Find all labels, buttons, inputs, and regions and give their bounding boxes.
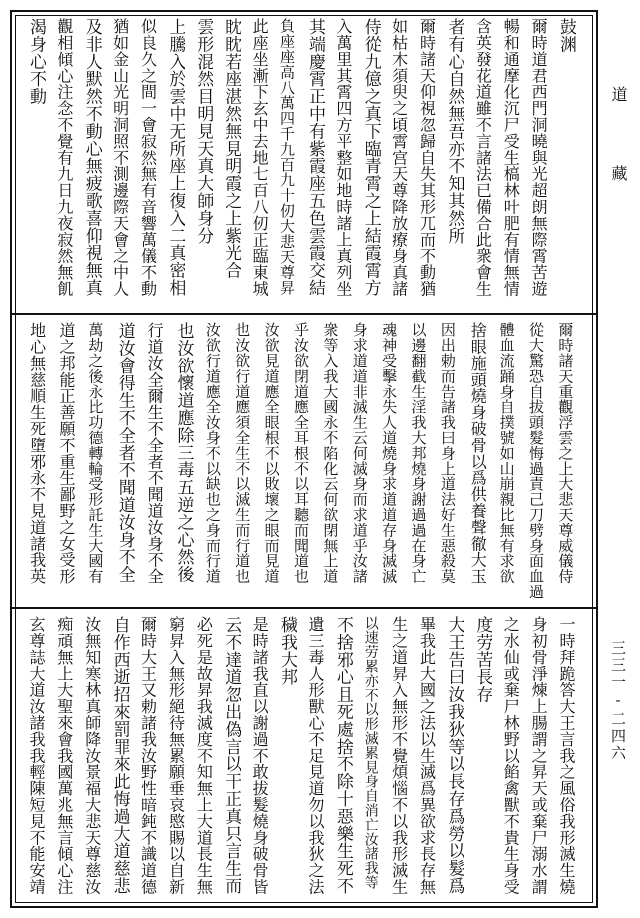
text-column: 魂神受擊永失人道燒身求道道存身滅滅	[380, 322, 399, 584]
text-column: 是時諸我直以謝過不敢拔髮燒身破骨皆	[250, 616, 270, 895]
text-column: 遺三毒人形獸心不足見道勿以我狄之法	[305, 616, 325, 895]
text-column: 入萬里其霄四方平整如地時諸上真列坐	[333, 18, 353, 297]
text-column: 眈眈若座湛然無見明霞之上紫光合	[221, 18, 242, 279]
text-column: 乎汝欲閉道應全耳根不以耳聽而聞道也	[292, 322, 310, 584]
text-column: 似良久之間一會寂然無有音響萬儀不動	[138, 18, 158, 297]
panel-divider	[12, 607, 596, 609]
text-column: 也汝欲行道應須全生不以滅生而行道也	[233, 322, 252, 584]
text-column: 道之邦能正善願不重生鄙野之女受形	[57, 322, 77, 585]
text-column: 侍從九億之真下臨青霄之上結霞霄方	[360, 18, 381, 297]
text-column: 渴身心不動	[25, 18, 46, 105]
text-column: 爾時道君西門洞曉與光超朗無際霄苦遊	[529, 18, 549, 297]
text-column: 爾時諸天重觀浮雲之上大悲天尊威儀侍	[556, 322, 575, 584]
text-column: 大王告曰汝我狄等以長存爲勞以髮爲	[444, 616, 465, 895]
text-column: 汝無知寒林真師降汝景福大悲天尊慈汝	[82, 616, 102, 895]
text-column: 汝欲行道應全汝身不以缺也之身而行道	[203, 322, 222, 584]
text-column: 鼓渊	[556, 18, 577, 53]
text-column: 體血流踊身自撲號如山崩親比無有求欲	[497, 322, 516, 584]
text-column: 猶如金山光明洞照不測邊際天會之中人	[110, 18, 130, 297]
text-column: 以邊翻截生淫我大邦燒身謝過過在身亡	[409, 322, 428, 584]
text-column: 其端慶霄正中有紫霞座五色雲霞交結	[304, 18, 325, 297]
text-column: 觀相傾心注念不覺有九日九夜寂然無飢	[54, 18, 74, 297]
panel-divider	[12, 313, 596, 315]
text-column: 衆等入我大國永不陷化云何欲閉無上道	[321, 322, 340, 584]
text-column: 窮昇入無形絕待無累願垂哀愍賜以自新	[166, 616, 186, 895]
text-column: 身求道道非滅生云何滅身而求道乎汝諸	[350, 322, 369, 584]
text-column: 云不達道忽出偽言以干正真只言生而	[221, 616, 242, 895]
text-column: 道汝會得生不全者不聞道汝身不全	[114, 322, 135, 583]
text-column: 度劳苦長存	[472, 616, 493, 703]
text-column: 身初骨淨煉上腸謂之昇天或棄尸溺水謂	[529, 616, 549, 895]
text-column: 痴頑無上大聖來會我國萬兆無言傾心注	[54, 616, 74, 895]
text-column: 含英發花道雖不言諸法已備合此衆會生	[473, 18, 493, 297]
text-column: 也汝欲懷道應除三毒五逆之心然後	[173, 322, 194, 583]
text-column: 上騰入於雲中无所座上復入二真密相	[165, 18, 186, 297]
text-column: 穢我大邦	[277, 616, 298, 686]
text-column: 如枯木須臾之頃霄宫天尊降放療身真諸	[389, 18, 409, 297]
text-column: 負座座高八萬四千九百九十仞大悲天尊昇	[278, 18, 297, 296]
text-column: 暢和通摩化沉尸受生槁林叶肥有情無情	[501, 18, 521, 297]
text-column: 汝欲見道應全眼根不以敗壞之眼而見道	[262, 322, 281, 584]
text-column: 捨眼施頭燒身破骨以爲供養聲徹大玉	[468, 322, 488, 585]
text-column: 地心無慈順生死墮邪永不見道諸我英	[27, 322, 47, 585]
text-column: 行道汝全爾生不全者不聞道汝身不全	[145, 322, 165, 585]
text-column: 雲形混然目明見天真大師身分	[193, 18, 214, 245]
text-column: 爾時大王又勅諸我汝野性暗鈍不識道德	[138, 616, 158, 895]
text-column: 者有心自然無吾亦不知其然所	[444, 18, 465, 245]
page-number: 三三一-二四六	[609, 640, 627, 762]
text-column: 玄尊誌大道汝諸我我輕陳短見不能安靖	[26, 616, 46, 895]
text-column: 生之道昇入無形不覺煩惱不以我形滅生	[389, 616, 409, 895]
text-column: 自作西逝招來罰罪來此悔過大道慈悲	[109, 616, 130, 895]
text-column: 以速劳累亦不以形滅累見身自消亡汝諸我等	[362, 616, 379, 890]
text-column: 爾時諸天仰視忽歸自失其形兀而不動猶	[417, 18, 437, 297]
text-column: 之水仙或棄尸林野以餡禽獸不貴生身受	[501, 616, 521, 895]
text-column: 從大驚恐自拔頭髮悔過責己刀劈身面血過	[526, 322, 545, 600]
margin-title: 道 藏	[609, 86, 628, 203]
text-column: 必死是故昇我滅度不知無上大道長生無	[194, 616, 214, 895]
text-column: 及非人默然不動心無疲歌喜仰視無真	[81, 18, 102, 297]
text-column: 不捨邪心且死處捨不除十惡樂生死不	[332, 616, 353, 895]
text-column: 畢我此大國之法以生滅爲異欲求長存無	[417, 616, 437, 895]
text-column: 萬劫之後永比功德轉輪受形託生大國有	[86, 322, 105, 584]
text-column: 因出勅而告諸我曰身上道法好生惡殺莫	[438, 322, 457, 584]
text-column: 此座坐漸下玄中去地七百八仞正臨東城	[250, 18, 270, 297]
text-column: 一時拜跪答大王言我之風俗我形滅生燒	[557, 616, 577, 895]
